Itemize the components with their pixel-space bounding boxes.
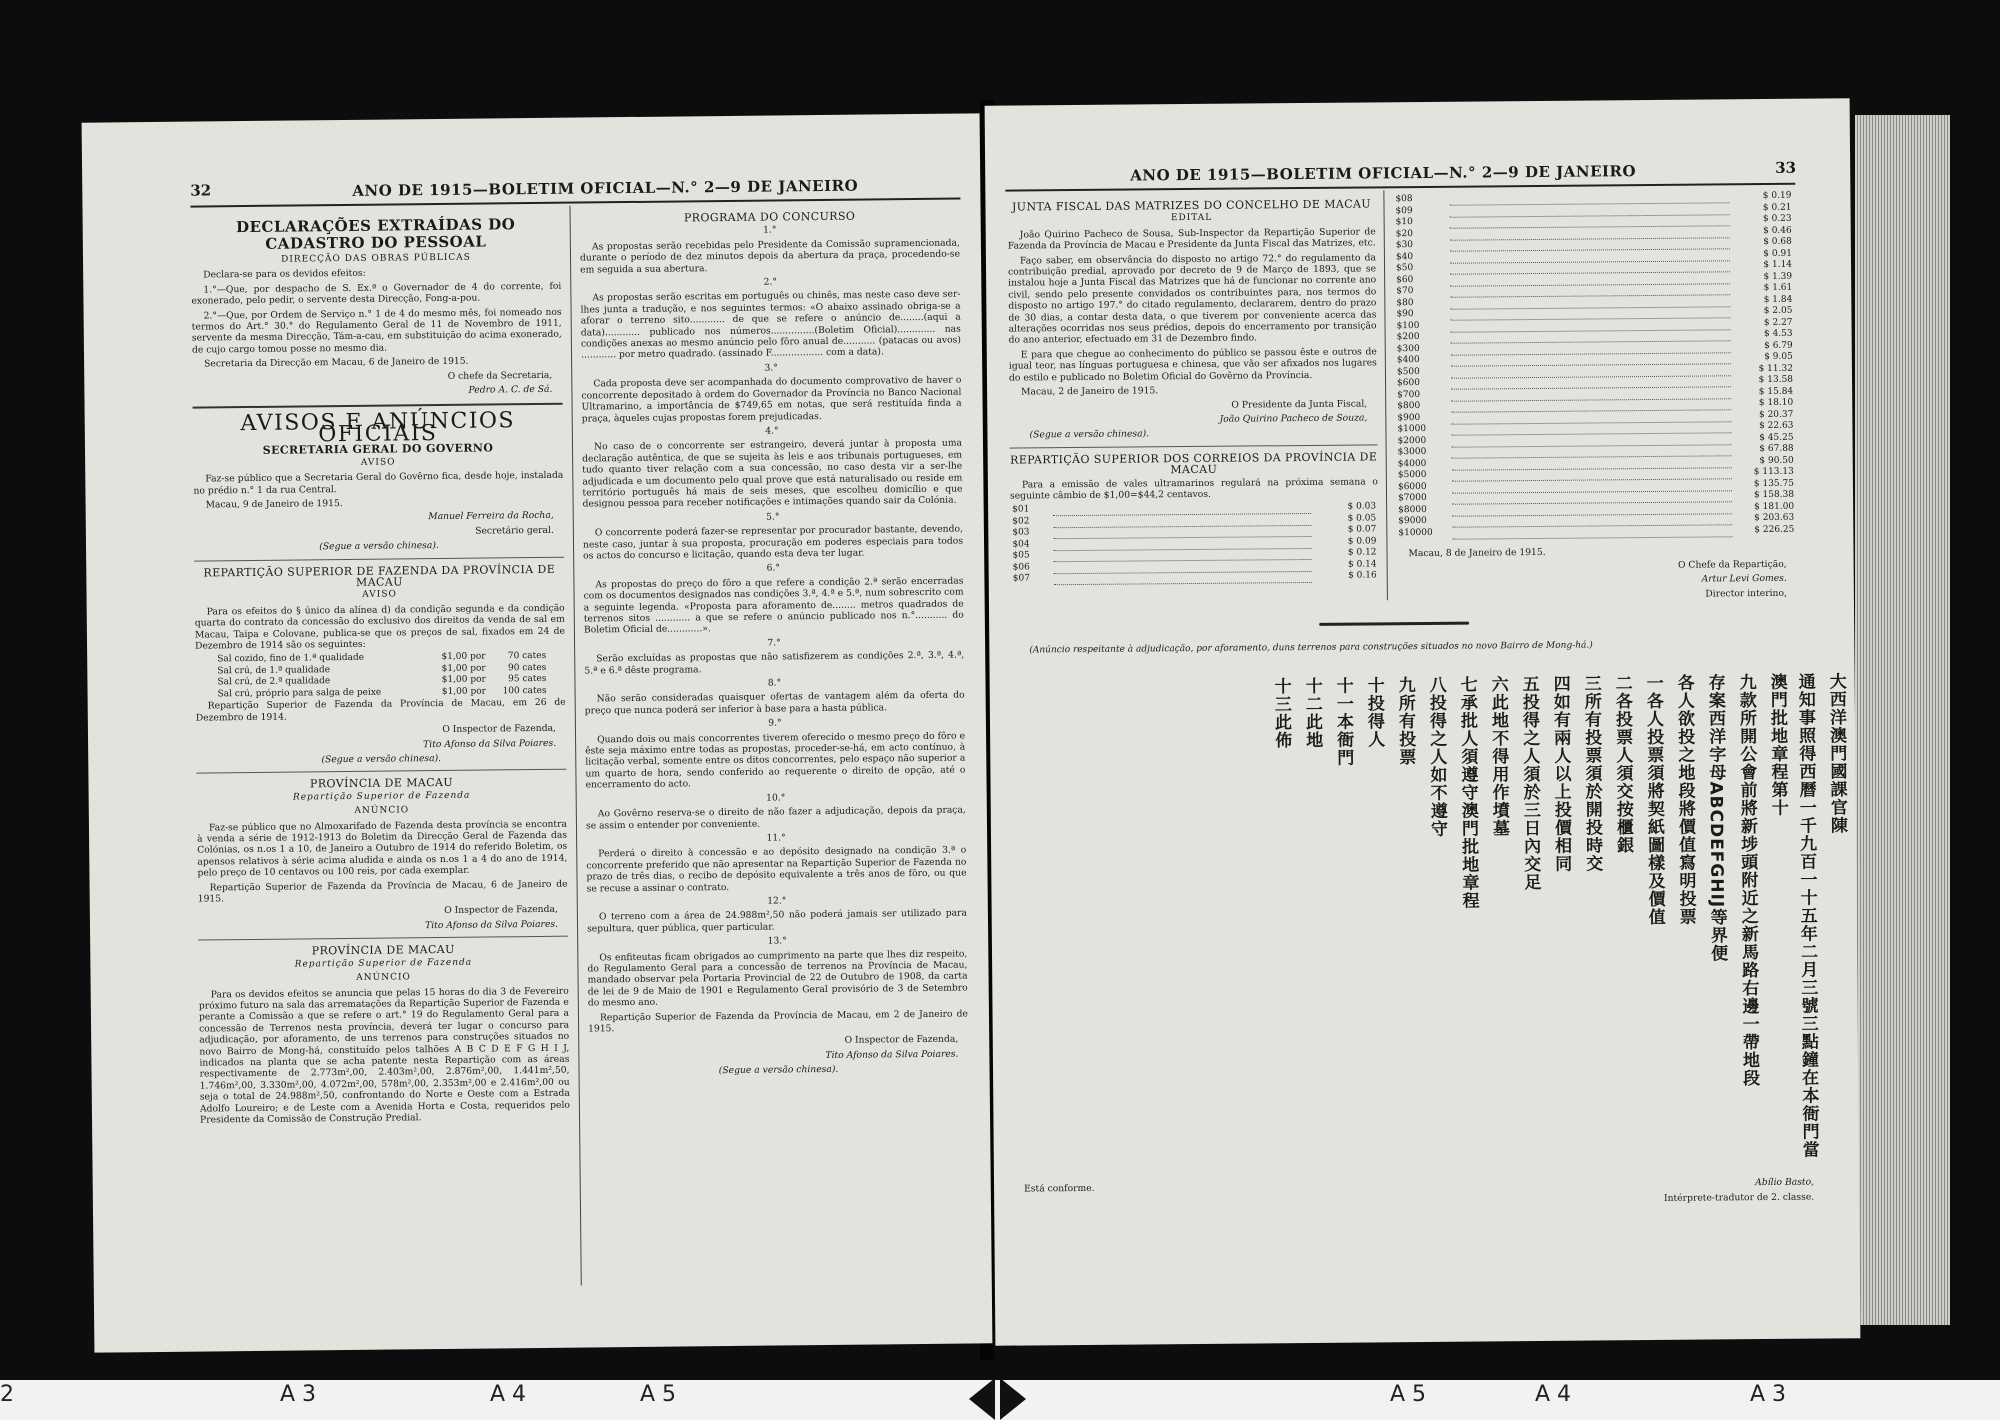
- rate-value: $ 1.14: [1763, 259, 1793, 271]
- rate-from: $9000: [1398, 515, 1427, 527]
- clause-text: No caso de o concorrente ser estrangeiro, deverá juntar à proposta uma declaração autêntica, de que se sujeita às leis e aos tribunais portugueses, em tudo quanto tiver relação com a sua concessão, no caso desta vir a ser-lhe adjudicada e um documento pelo qual prove que está naturalisado ou reside em território português há mais de seis meses, que escolheu domicílio e que designou pessoa para receber notificações e intimações quando sair da Colónia.: [582, 437, 963, 510]
- rate-from: $08: [1395, 194, 1413, 205]
- rate-from: $50: [1395, 263, 1414, 274]
- chinese-column: 十三此佈: [1270, 677, 1292, 750]
- clause-text: As propostas serão recebidas pelo Presidente da Comissão supramencionada, durante o período de dez minutos depois da abertura da praça, procedendo-se em seguida a sua abertura.: [579, 237, 961, 276]
- arrow-right-icon: [1000, 1378, 1026, 1420]
- film-marker: A 4: [490, 1382, 527, 1407]
- rate-leader: [1452, 525, 1732, 539]
- declaracoes-item-2: 2.°—Que, por Ordem de Serviço n.° 1 de 4 do mesmo mês, foi nomeado nos termos do Art.° 30.° do Regulamento Geral de 11 de Novembro de 1911, servente da mesma Direcção, Tám-a-cau, em substituição do acima exonerado, de cujo cargo tomou posse no mesmo dia.: [191, 306, 562, 356]
- provincia1-signer-title: O Inspector de Fazenda,: [444, 904, 558, 917]
- rate-from: $60: [1396, 274, 1414, 285]
- rate-from: $10: [1395, 217, 1413, 228]
- clause-text: Cada proposta deve ser acompanhada do documento comprovativo de haver o concorrente depositado à ordem do Governador da Província no Banco Nacional Ultramarino, a importância de $749,65 em notas, que será restituída finda a praça, àqueles cujas propostas forem prejudicadas.: [581, 374, 962, 425]
- clause-text: Perderá o direito à concessão e ao depósito designado na condição 3.ª o concorrente preferido que não apresentar na Repartição Superior de Fazenda no prazo de três dias, o recibo de depósito equivalente a três anos de fôro, ou que se recuse a assinar o contrato.: [586, 844, 967, 895]
- rate-from: $200: [1396, 332, 1420, 343]
- column-divider: [1383, 190, 1388, 600]
- film-marker: 2: [0, 1382, 14, 1407]
- clause-text: As propostas serão escritas em português ou chinês, mas neste caso deve ser-lhes junta a tradução, e nos seguintes termos: «O abaixo assinado obriga-se a aforar o terreno sito............ de que se refere o anúncio de........(aqui a data)............ publicado nos números...............(Boletim Oficial)............. nas condições anexas ao mesmo anúncio pelo fôro anual de........... (patacas ou avos) ............ por metro quadrado. (assinado F.................. com a data).: [580, 288, 961, 361]
- avisos-date: Macau, 9 de Janeiro de 1915.: [205, 497, 343, 511]
- rate-value: $ 67.88: [1759, 443, 1794, 455]
- column-divider: [569, 206, 581, 1286]
- provincia1-signer: Tito Afonso da Silva Poiares.: [424, 918, 559, 932]
- ornament-rule: [1319, 622, 1469, 626]
- running-head-right: ANO DE 1915—BOLETIM OFICIAL—N.° 2—9 DE JANEIRO: [1130, 162, 1637, 185]
- fazenda-note: (Segue a versão chinesa).: [321, 753, 442, 766]
- provincia1-date: Repartição Superior de Fazenda da Província de Macau, 6 de Janeiro de 1915.: [197, 878, 568, 905]
- fazenda-title: REPARTIÇÃO SUPERIOR DE FAZENDA DA PROVÍNCIA DE MACAU: [203, 562, 556, 589]
- provincia1-subtitle: Repartição Superior de Fazenda: [292, 790, 471, 803]
- rate-value: $ 6.79: [1764, 340, 1793, 351]
- rate-value: $ 0.12: [1347, 547, 1377, 558]
- salt-item: Sal crú, de 1.ª qualidade: [217, 665, 331, 677]
- junta-signer: João Quirino Pacheco de Souza,: [1219, 412, 1368, 425]
- rate-value: $ 1.84: [1763, 294, 1793, 305]
- rate-from: $03: [1012, 527, 1030, 538]
- separator: [198, 936, 568, 941]
- film-marker: A 3: [280, 1382, 317, 1407]
- chinese-footer: [1024, 1177, 1824, 1213]
- rate-value: $ 2.27: [1763, 317, 1793, 328]
- clause-number: 8.°: [767, 677, 782, 689]
- rate-from: $300: [1396, 343, 1420, 354]
- clause-number: 5.°: [766, 511, 780, 523]
- rate-value: $ 135.75: [1753, 478, 1794, 489]
- separator: [1010, 444, 1378, 448]
- programa-date: Repartição Superior de Fazenda da Província de Macau, em 2 de Janeiro de 1915.: [588, 1008, 969, 1035]
- rate-from: $06: [1012, 562, 1030, 573]
- page-number-left: 32: [190, 181, 212, 200]
- rate-from: $10000: [1398, 527, 1433, 538]
- separator: [196, 769, 566, 774]
- page-number-right: 33: [1775, 158, 1797, 177]
- declaracoes-intro: Declara-se para os devidos efeitos:: [203, 268, 366, 281]
- left-column-1: [191, 210, 571, 1129]
- salt-unit: 95 cates: [508, 674, 547, 685]
- rate-value: $ 0.14: [1347, 559, 1377, 570]
- rate-from: $20: [1395, 228, 1413, 239]
- salt-price: $1,00 por: [441, 663, 486, 674]
- film-marker: A 4: [1535, 1382, 1572, 1407]
- head-rule: [1005, 183, 1795, 192]
- declaracoes-title: DECLARAÇÕES EXTRAÍDAS DO CADASTRO DO PESSOAL: [235, 215, 516, 253]
- rate-from: $30: [1395, 240, 1414, 251]
- fazenda-signer-title: O Inspector de Fazenda,: [442, 722, 557, 736]
- salt-unit: 90 cates: [507, 662, 547, 674]
- provincia1-title: PROVÍNCIA DE MACAU: [309, 776, 454, 791]
- rate-from: $02: [1012, 516, 1030, 527]
- rate-value: $ 0.19: [1762, 190, 1792, 202]
- chinese-column: 十二此地: [1301, 676, 1323, 750]
- rate-from: $1000: [1397, 423, 1427, 435]
- rate-value: $ 113.13: [1753, 466, 1794, 478]
- conforme-text: Está conforme.: [1024, 1182, 1095, 1195]
- rate-from: $2000: [1397, 435, 1427, 446]
- rate-value: $ 20.37: [1758, 409, 1794, 420]
- rate-from: $8000: [1398, 504, 1427, 515]
- chinese-signer-title: Intérprete-tradutor de 2. classe.: [1663, 1191, 1815, 1204]
- chinese-column: 各人欲投之地段將價值寫明投票: [1673, 673, 1696, 926]
- page-edges: [1855, 115, 1950, 1325]
- rate-from: $5000: [1397, 469, 1427, 481]
- clause-number: 7.°: [767, 637, 781, 649]
- rate-from: $400: [1396, 355, 1420, 366]
- rate-from: $3000: [1397, 446, 1427, 458]
- rate-value: $ 0.03: [1347, 501, 1377, 512]
- rates-table-right: [1393, 191, 1796, 540]
- programa-signer: Tito Afonso da Silva Poiares.: [825, 1048, 959, 1061]
- clause-text: Ao Govêrno reserva-se o direito de não fazer a adjudicação, depois da praça, se assim o entender por conveniente.: [585, 804, 966, 831]
- right-page: [985, 98, 1861, 1346]
- salt-price-table: [215, 651, 548, 700]
- rate-from: $600: [1396, 378, 1420, 389]
- junta-title: JUNTA FISCAL DAS MATRIZES DO CONCELHO DE MACAU: [1011, 197, 1372, 214]
- clause-number: 9.°: [768, 717, 782, 729]
- rate-from: $6000: [1397, 481, 1427, 492]
- rate-value: $ 226.25: [1754, 524, 1795, 535]
- clause-text: Quando dois ou mais concorrentes tiverem oferecido o mesmo preço do fôro e êste seja máximo entre todas as propostas, proceder-se-há, em acto contínuo, à licitação verbal, somente entre os ditos concorrentes, pelo espaço não superior a um quarto de hora, sendo conferido ao requerente o direito de opção, até o encerramento do acto.: [585, 730, 966, 791]
- rate-value: $ 18.10: [1758, 397, 1794, 409]
- clause-text: Não serão consideradas quaisquer ofertas de vantagem além da oferta do preço que nunca poderá ser inferior à base para a hasta pública.: [584, 689, 965, 717]
- salt-price: $1,00 por: [441, 651, 486, 663]
- rate-value: $ 0.05: [1347, 513, 1377, 524]
- rate-from: $7000: [1398, 492, 1427, 504]
- rate-value: $ 0.23: [1762, 213, 1792, 225]
- clause-number: 4.°: [765, 425, 779, 437]
- provincia2-kind: ANÚNCIO: [356, 972, 411, 983]
- junta-kind: EDITAL: [1170, 213, 1213, 224]
- rate-value: $ 0.07: [1347, 524, 1377, 535]
- rate-value: $ 203.63: [1754, 512, 1795, 524]
- separator: [194, 556, 564, 561]
- clause-text: Serão excluídas as propostas que não satisfizerem as condições 2.ª, 3.ª, 4.ª, 5.ª e 6.ª dêste programa.: [584, 649, 965, 677]
- chinese-column: 十一本衙門: [1332, 676, 1354, 767]
- rate-from: $90: [1396, 309, 1414, 320]
- correios-signer: Artur Levi Gomes.: [1701, 573, 1787, 585]
- junta-signer-title: O Presidente da Junta Fiscal,: [1231, 397, 1368, 411]
- salt-item: Sal cozido, fino de 1.ª qualidade: [217, 653, 365, 665]
- rate-value: $ 0.68: [1763, 236, 1792, 248]
- avisos-note: (Segue a versão chinesa).: [319, 540, 439, 553]
- chinese-column: 一各人投票須將契紙圖樣及價值: [1642, 673, 1665, 927]
- chinese-column: 四如有兩人以上投價相同: [1549, 674, 1572, 873]
- clause-number: 11.°: [766, 832, 786, 844]
- declaracoes-subtitle: DIRECÇÃO DAS OBRAS PÚBLICAS: [281, 252, 471, 265]
- avisos-section: SECRETARIA GERAL DO GOVERNO: [262, 441, 494, 458]
- chinese-column: 九款所開公會前將新埗頭附近之新馬路右邊一帶地段: [1735, 673, 1760, 1088]
- clause-number: 3.°: [764, 362, 778, 374]
- rate-row: [1396, 524, 1796, 539]
- avisos-title: AVISOS E ANÚNCIOS OFICIAIS: [240, 408, 516, 448]
- declaracoes-signer-title: O chefe da Secretaria,: [447, 369, 553, 382]
- rate-value: $ 1.61: [1763, 282, 1793, 294]
- rate-value: $ 4.53: [1763, 328, 1793, 340]
- junta-date: Macau, 2 de Janeiro de 1915.: [1021, 385, 1159, 398]
- chinese-column: 九所有投票: [1394, 676, 1416, 767]
- rate-from: $05: [1012, 550, 1030, 561]
- rate-value: $ 11.32: [1758, 363, 1793, 374]
- rate-value: $ 15.84: [1758, 386, 1794, 397]
- rate-leader: [1054, 571, 1312, 585]
- rate-value: $ 90.50: [1759, 455, 1794, 466]
- rate-value: $ 9.05: [1764, 351, 1793, 363]
- declaracoes-date: Secretaria da Direcção em Macau, 6 de Janeiro de 1915.: [204, 355, 469, 370]
- chinese-column: 三所有投票須於開投時交: [1580, 674, 1603, 873]
- rate-value: $ 2.05: [1763, 305, 1793, 317]
- provincia1-body: Faz-se público que no Almoxarifado de Fazenda desta província se encontra à venda a série de 1912-1913 do Boletim da Direcção Geral de Fazenda das Colónias, os n.os 1 a 10, de Janeiro a Outubro de 1914 do referido Boletim, os apensos relativos à série acima aludida e ainda os n.os 1 a 4 do ano de 1914, pelo preço de 10 centavos ou 100 reis, por cada exemplar.: [197, 818, 568, 879]
- rate-row: [1011, 571, 1379, 586]
- rate-from: $900: [1397, 412, 1421, 423]
- rate-from: $01: [1012, 504, 1030, 515]
- chinese-column: 五投得之人須於三日內交足: [1518, 674, 1541, 892]
- provincia2-body: Para os devidos efeitos se anuncia que pelas 15 horas do dia 3 de Fevereiro próximo futuro na sala das arrematações da Repartição Superior de Fazenda e perante a Comissão a que se refere o art.° 19 do Regulamento Geral para a concessão de Terrenos nesta província, deverá ter lugar o concurso para adjudicação, por aforamento, de uns terrenos para construções situados no novo Bairro de Mong-há, constituído pelos talhões A B C D E F G H I J, indicados na planta que se acha patente nesta Repartição com as áreas respectivamente de 2.773m²,00, 2.403m²,00, 2.876m²,00, 1.441m²,50, 1.746m²,00, 3.330m²,00, 4.072m²,00, 578m²,00, 2.353m²,00 e 2.416m²,00 ou seja o total de 24.988m²,50, confrontando do Norte e Oeste com a Estrada Adolfo Loureiro; e de Leste com a Avenida Horta e Costa, requeridos pelo Presidente da Comissão de Construção Predial.: [198, 985, 570, 1126]
- rate-value: $ 0.91: [1763, 248, 1792, 259]
- chinese-column: 二各投票人須交按櫃銀: [1611, 674, 1634, 855]
- chinese-column: 大西洋澳門國課官陳: [1825, 672, 1847, 835]
- chinese-column: 通知事照得西曆一千九百一十五年二月三號三點鐘在本衙門當澳門批地章程第十: [1766, 672, 1819, 1159]
- salt-unit: 100 cates: [502, 685, 547, 697]
- fazenda-signer: Tito Afonso da Silva Poiares.: [423, 737, 557, 750]
- rate-from: $04: [1012, 539, 1030, 550]
- clause-text: O concorrente poderá fazer-se representar por procurador bastante, devendo, neste caso, juntar à sua proposta, procuração em poderes especiais para todos os actos do concurso e licitação, quando esta deva ter lugar.: [582, 523, 964, 562]
- chinese-column: 十投得人: [1363, 676, 1385, 749]
- chinese-signer: Abílio Basto,: [1755, 1177, 1815, 1189]
- programa-title: PROGRAMA DO CONCURSO: [683, 209, 856, 225]
- salt-price: $1,00 por: [441, 686, 486, 697]
- left-page: [82, 113, 993, 1352]
- correios-title: REPARTIÇÃO SUPERIOR DOS CORREIOS DA PROVÍNCIA DE MACAU: [1010, 450, 1378, 477]
- rate-value: $ 158.38: [1753, 489, 1795, 501]
- correios-signer-role: Director interino,: [1705, 587, 1787, 600]
- rate-from: $09: [1395, 205, 1413, 216]
- declaracoes-item-1: 1.°—Que, por despacho de S. Ex.ª o Governador de 4 do corrente, foi exonerado, pelo pedir, o servente desta Direcção, Fong-a-pou.: [191, 280, 562, 307]
- rate-from: $4000: [1397, 458, 1427, 469]
- rate-from: $100: [1396, 320, 1420, 331]
- programa-clauses: [580, 223, 968, 1009]
- correios-signer-title: O Chefe da Repartição,: [1677, 558, 1787, 571]
- salt-unit: 70 cates: [507, 651, 547, 662]
- junta-p3: E para que chegue ao conhecimento do público se passou êste e outros de igual teor, nas línguas portuguesa e chinesa, que vão ser afixados nos lugares do estilo e publicado no Boletim Oficial do Govêrno da Província.: [1008, 346, 1377, 384]
- avisos-kind: AVISO: [360, 457, 396, 468]
- salt-item: Sal crú, de 2.ª qualidade: [217, 676, 331, 688]
- rate-value: $ 22.63: [1759, 420, 1794, 432]
- rate-value: $ 45.25: [1759, 432, 1794, 443]
- rate-from: $800: [1397, 401, 1421, 412]
- rate-value: $ 181.00: [1754, 501, 1795, 512]
- rate-value: $ 13.58: [1758, 374, 1794, 386]
- provincia2-subtitle: Repartição Superior de Fazenda: [294, 957, 473, 970]
- programa-signer-title: O Inspector de Fazenda,: [844, 1034, 959, 1047]
- right-column-2: [1393, 191, 1797, 606]
- clause-number: 10.°: [766, 792, 786, 804]
- left-column-2: [580, 206, 969, 1082]
- correios-date: Macau, 8 de Janeiro de 1915.: [1408, 546, 1546, 559]
- rate-from: $500: [1396, 366, 1420, 377]
- chinese-column: 八投得之人如不遵守: [1425, 675, 1448, 838]
- rate-value: $ 0.16: [1348, 570, 1377, 581]
- rate-value: $ 0.46: [1763, 225, 1792, 236]
- clause-text: O terreno com a área de 24.988m²,50 não poderá jamais ser utilizado para sepultura, quer pública, quer particular.: [586, 907, 967, 935]
- correios-body: Para a emissão de vales ultramarinos regulará na próxima semana o seguinte câmbio de $1,00=$44,2 centavos.: [1009, 475, 1378, 502]
- rate-from: $07: [1012, 573, 1030, 584]
- avisos-signer: Manuel Ferreira da Rocha,: [428, 510, 554, 523]
- fazenda-kind: AVISO: [362, 589, 397, 601]
- clause-number: 13.°: [767, 935, 787, 947]
- chinese-caption: (Anúncio respeitante à adjudicação, por aforamento, duns terrenos para construções situados no novo Bairro de Mong-há.): [1029, 640, 1593, 656]
- film-marker: A 5: [1390, 1382, 1427, 1407]
- fazenda-date: Repartição Superior de Fazenda da Província de Macau, em 26 de Dezembro de 1914.: [195, 697, 566, 724]
- rates-table-left: [1010, 502, 1379, 586]
- salt-price: $1,00 por: [441, 674, 486, 686]
- rate-from: $80: [1396, 297, 1414, 308]
- rate-from: $700: [1397, 389, 1421, 400]
- clause-text: Os enfiteutas ficam obrigados ao cumprimento na parte que lhes diz respeito, do Regulamento Geral para a concessão de terrenos na Província de Macau, mandado observar pela Portaria Provincial de 22 de Outubro de 1908, da carta de lei de 9 de Maio de 1901 e Regulamento Geral provisório de 3 de Setembro do mesmo ano.: [587, 948, 968, 1009]
- right-column-1: [1007, 194, 1378, 586]
- clause-number: 1.°: [763, 224, 777, 237]
- clause-number: 6.°: [766, 562, 781, 574]
- rate-value: $ 0.21: [1762, 202, 1792, 213]
- declaracoes-signer: Pedro A. C. de Sá.: [468, 383, 553, 396]
- junta-note: (Segue a versão chinesa).: [1029, 428, 1150, 441]
- avisos-signer-title: Secretário geral.: [475, 524, 554, 537]
- junta-p2: Faço saber, em observância do disposto no artigo 72.° do regulamento da contribuição predial, aprovado por decreto de 9 de Março de 1893, que se instalou hoje a Junta Fiscal das Matrizes que há de funcionar no corrente ano civil, sendo pelo presente convidados os contribuintes para, nos termos do disposto no artigo 197.° do citado regulamento, declararem, dentro do prazo de 30 dias, a contar desta data, o que tiverem por conveniente acerca das alterações ocorridas nos seus prédios, depois do encerramento por transição do ano anterior, efectuado em 31 de Dezembro findo.: [1008, 252, 1377, 347]
- fazenda-body: Para os efeitos do § único da alínea d) da condição segunda e da condição quarta do contrato da concessão do exclusivo dos direitos da venda de sal em Macau, Taipa e Colovane, publica-se que os preços de sal, fixados em 24 de Dezembro de 1914 são os seguintes:: [194, 602, 565, 652]
- clause-number: 12.°: [767, 895, 787, 907]
- chinese-column: 存案西洋字母ABCDEFGHIJ等界便: [1704, 673, 1728, 963]
- rate-value: $ 0.09: [1347, 536, 1377, 547]
- clause-text: As propostas do preço do fôro a que refere a condição 2.ª serão encerradas com os documentos designados nas condições 3.ª, 4.ª e 5.ª, num sobrescrito com a seguinte legenda. «Proposta para aforamento de........ metros quadrados de terrenos sitos ............ a que se refere o anúncio publicado nos n.°........... do Boletim Oficial de............».: [583, 575, 964, 636]
- programa-note: (Segue a versão chinesa).: [718, 1064, 839, 1077]
- arrow-left-icon: [969, 1378, 995, 1420]
- film-marker: A 5: [640, 1382, 677, 1407]
- chinese-column: 七承批人須遵守澳門批地章程: [1456, 675, 1479, 910]
- running-head-left: ANO DE 1915—BOLETIM OFICIAL—N.° 2—9 DE JANEIRO: [352, 176, 859, 200]
- clause-number: 2.°: [763, 276, 778, 288]
- film-marker: A 3: [1750, 1382, 1787, 1407]
- provincia1-kind: ANÚNCIO: [354, 805, 410, 817]
- chinese-column: 六此地不得用作墳墓: [1487, 675, 1510, 838]
- chinese-version: [1010, 672, 1854, 1179]
- provincia2-title: PROVÍNCIA DE MACAU: [311, 943, 455, 958]
- rate-from: $70: [1396, 286, 1414, 297]
- avisos-body: Faz-se público que a Secretaria Geral do Govêrno fica, desde hoje, instalada no prédio n.° 1 da rua Central.: [193, 469, 564, 497]
- rate-from: $40: [1395, 251, 1414, 262]
- salt-item: Sal crú, próprio para salga de peixe: [217, 687, 382, 700]
- rate-value: $ 1.39: [1763, 271, 1793, 282]
- junta-p1: João Quirino Pacheco de Sousa, Sub-Inspector da Repartição Superior de Fazenda da Província de Macau e Presidente da Junta Fiscal das Matrizes, etc.: [1007, 226, 1376, 252]
